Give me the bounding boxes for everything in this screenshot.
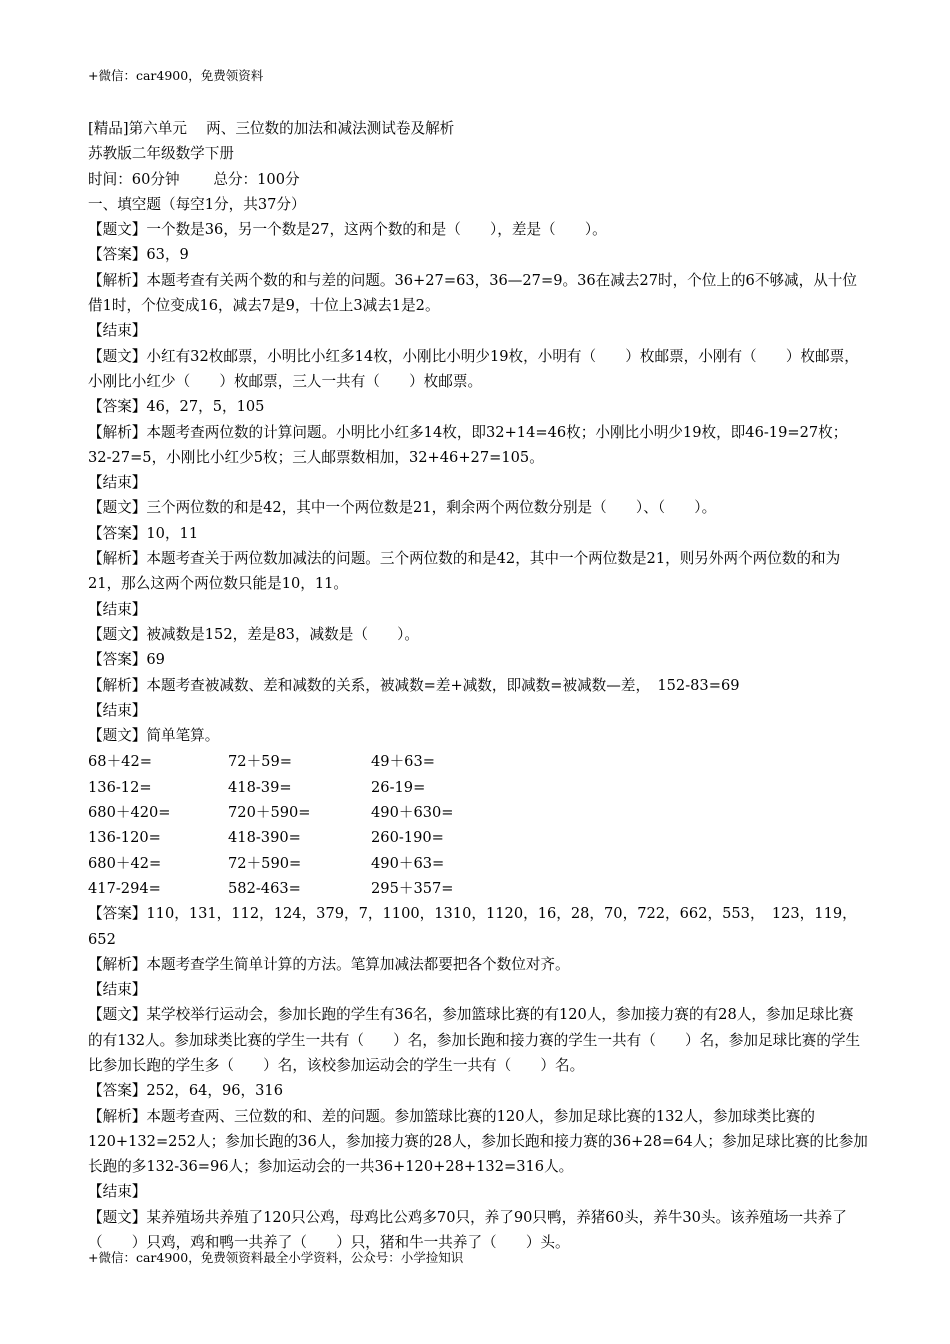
q5-stem: 【题文】简单笔算。 <box>88 727 220 745</box>
calc-cell: 680＋42= <box>88 854 162 872</box>
q1-stem: 【题文】一个数是36，另一个数是27，这两个数的和是（ ），差是（ ）。 <box>88 221 607 239</box>
q1-end: 【结束】 <box>88 322 147 340</box>
calc-cell: 260-190= <box>371 829 444 847</box>
q6-answer: 【答案】252，64，96，316 <box>88 1082 284 1100</box>
calc-cell: 72＋59= <box>228 753 292 771</box>
q2-answer: 【答案】46，27，5，105 <box>88 398 265 416</box>
q4-end: 【结束】 <box>88 701 147 719</box>
calc-cell: 418-39= <box>228 778 292 796</box>
calc-cell: 582-463= <box>228 879 301 897</box>
q2-analysis: 【解析】本题考查两位数的计算问题。小明比小红多14枚，即32+14=46枚；小刚比小明少19枚，即46-19=27枚；32-27=5，小刚比小红少5枚；三人邮票数相加，32+46+27=105。 <box>88 423 848 466</box>
q5-analysis: 【解析】本题考查学生简单计算的方法。笔算加减法都要把各个数位对齐。 <box>88 955 570 973</box>
calc-row <box>88 851 868 876</box>
q2-stem: 【题文】小红有32枚邮票，小明比小红多14枚，小刚比小明少19枚，小明有（ ）枚邮票，小刚有（ ）枚邮票，小刚比小红少（ ）枚邮票，三人一共有（ ）枚邮票。 <box>88 347 859 390</box>
q4-answer: 【答案】69 <box>88 651 165 669</box>
calc-cell: 136-12= <box>88 778 152 796</box>
calc-row <box>88 775 868 800</box>
q6-analysis: 【解析】本题考查两、三位数的和、差的问题。参加篮球比赛的120人，参加足球比赛的132人，参加球类比赛的120+132=252人；参加长跑的36人，参加接力赛的28人，参加长跑和接力赛的36+28=64人；参加足球比赛的比参加长跑的多132-36=96人；参加运动会的一共36+120+28+132=316人。 <box>88 1107 868 1176</box>
q6-stem: 【题文】某学校举行运动会，参加长跑的学生有36名，参加篮球比赛的有120人，参加接力赛的有28人，参加足球比赛的有132人。参加球类比赛的学生一共有（ ）名，参加长跑和接力赛的学生一共有（ ）名，参加足球比赛的学生比参加长跑的学生多（ ）名，该校参加运动会的学生一共有（ ）名。 <box>88 1006 861 1074</box>
calc-row <box>88 876 868 901</box>
q5-end: 【结束】 <box>88 981 147 999</box>
page-footer: +微信：car4900，免费领资料最全小学资料，公众号：小学捡知识 <box>88 1250 464 1265</box>
calc-cell: 295＋357= <box>371 879 454 897</box>
doc-time-score: 时间：60分钟 总分：100分 <box>88 170 300 188</box>
calc-cell: 136-120= <box>88 829 161 847</box>
q7-stem: 【题文】某养殖场共养殖了120只公鸡，母鸡比公鸡多70只，养了90只鸭，养猪60头，养牛30头。该养殖场一共养了（ ）只鸡，鸡和鸭一共养了（ ）只，猪和牛一共养了（ ）头。 <box>88 1208 847 1252</box>
q3-stem: 【题文】三个两位数的和是42，其中一个两位数是21，剩余两个两位数分别是（ ）、（ ）。 <box>88 499 717 517</box>
calc-cell: 72＋590= <box>228 854 302 872</box>
q4-stem: 【题文】被减数是152，差是83，减数是（ ）。 <box>88 625 420 643</box>
calc-row <box>88 749 868 774</box>
q1-answer: 【答案】63，9 <box>88 246 189 264</box>
q1-analysis: 【解析】本题考查有关两个数的和与差的问题。36+27=63，36—27=9。36在减去27时，个位上的6不够减，从十位借1时，个位变成16，减去7是9，十位上3减去1是2。 <box>88 271 857 315</box>
q3-analysis: 【解析】本题考查关于两位数加减法的问题。三个两位数的和是42，其中一个两位数是21，则另外两个两位数的和为21，那么这两个两位数只能是10，11。 <box>88 550 841 593</box>
q3-answer: 【答案】10，11 <box>88 524 199 542</box>
doc-subtitle: 苏教版二年级数学下册 <box>88 145 234 163</box>
calc-grid <box>88 749 868 901</box>
calc-cell: 680＋420= <box>88 804 171 822</box>
calc-row <box>88 825 868 850</box>
calc-cell: 68＋42= <box>88 753 152 771</box>
calc-cell: 720＋590= <box>228 804 311 822</box>
q4-analysis: 【解析】本题考查被减数、差和减数的关系，被减数=差+减数，即减数=被减数—差， 152-83=69 <box>88 676 740 694</box>
q2-end: 【结束】 <box>88 474 147 492</box>
calc-cell: 26-19= <box>371 778 426 796</box>
doc-title: [精品]第六单元 两、三位数的加法和减法测试卷及解析 <box>88 120 455 137</box>
calc-cell: 490＋630= <box>371 804 454 822</box>
calc-cell: 490＋63= <box>371 854 445 872</box>
q5-answer: 【答案】110，131，112，124，379，7，1100，1310，1120，16，28，70，722，662，553， 123，119，652 <box>88 905 857 948</box>
page-header: +微信：car4900，免费领资料 <box>88 68 264 83</box>
calc-cell: 49＋63= <box>371 753 435 771</box>
calc-cell: 418-390= <box>228 829 301 847</box>
calc-row <box>88 800 868 825</box>
q3-end: 【结束】 <box>88 600 147 618</box>
q6-end: 【结束】 <box>88 1183 147 1201</box>
document-body <box>88 116 868 1255</box>
section-heading: 一、填空题（每空1分，共37分） <box>88 195 306 213</box>
calc-cell: 417-294= <box>88 879 161 897</box>
